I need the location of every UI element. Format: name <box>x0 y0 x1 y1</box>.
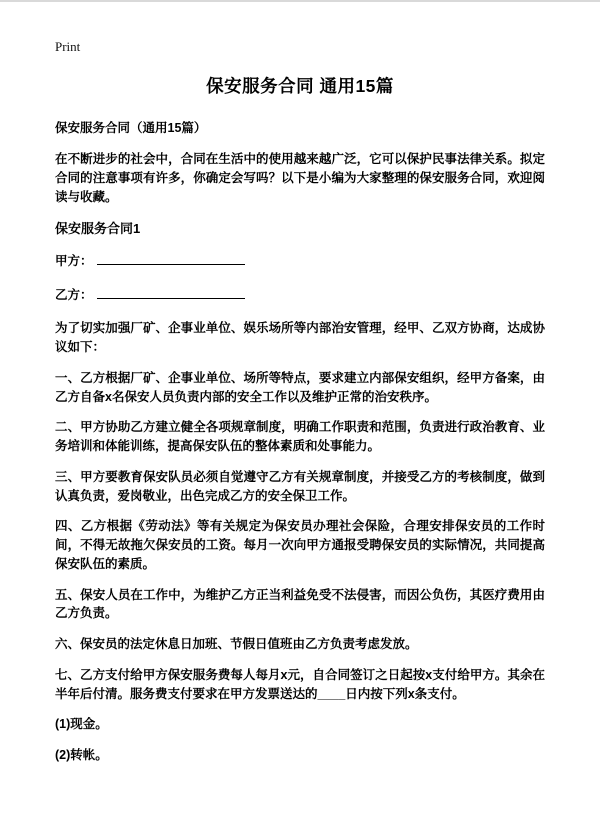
document-subtitle: 保安服务合同（通用15篇） <box>55 121 207 135</box>
party-a-blank-underline <box>97 251 245 265</box>
contract-clause-1: 一、乙方根据厂矿、企事业单位、场所等特点，要求建立内部保安组织，经甲方备案，由乙方自备x名保安人员负责内部的安全工作以及维护正常的治安秩序。 <box>55 370 545 404</box>
payment-option-cash: (1)现金。 <box>55 717 108 732</box>
document-title: 保安服务合同 通用15篇 <box>206 76 394 96</box>
contract-clause-7: 七、乙方支付给甲方保安服务费每人每月x元，自合同签订之日起按x支付给甲方。其余在半年后付清。服务费支付要求在甲方发票送达的____日内按下列x条支付。 <box>55 667 545 701</box>
party-b-label: 乙方： <box>55 288 93 303</box>
print-button[interactable]: Print <box>55 39 81 54</box>
contract-clause-5: 五、保安人员在工作中，为维护乙方正当利益免受不法侵害，而因公负伤，其医疗费用由乙方负责。 <box>55 587 545 621</box>
party-b-blank-underline <box>97 285 245 299</box>
intro-paragraph: 在不断进步的社会中，合同在生活中的使用越来越广泛，它可以保护民事法律关系。拟定合同的注意事项有许多，你确定会写吗？以下是小编为大家整理的保安服务合同，欢迎阅读与收藏。 <box>55 152 545 204</box>
contract-clause-6: 六、保安员的法定休息日加班、节假日值班由乙方负责考虑发放。 <box>55 637 418 651</box>
party-b-line <box>55 285 545 303</box>
contract-clause-2: 二、甲方协助乙方建立健全各项规章制度，明确工作职责和范围，负责进行政治教育、业务培训和体能训练，提高保安队伍的整体素质和处事能力。 <box>55 420 545 453</box>
party-a-line <box>55 251 545 269</box>
contract-clause-4: 四、乙方根据《劳动法》等有关规定为保安员办理社会保险，合理安排保安员的工作时间，不得无故拖欠保安员的工资。每月一次向甲方通报受聘保安员的实际情况，共同提高保安队伍的素质。 <box>55 519 545 571</box>
party-a-label: 甲方： <box>55 254 93 269</box>
contract-clause-3: 三、甲方要教育保安队员必须自觉遵守乙方有关规章制度，并接受乙方的考核制度，做到认真负责，爱岗敬业，出色完成乙方的安全保卫工作。 <box>55 469 545 503</box>
contract-paragraph-preamble: 为了切实加强厂矿、企事业单位、娱乐场所等内部治安管理，经甲、乙双方协商，达成协议如下： <box>55 321 545 354</box>
payment-option-transfer: (2)转帐。 <box>55 748 108 762</box>
section-heading: 保安服务合同1 <box>55 221 141 237</box>
